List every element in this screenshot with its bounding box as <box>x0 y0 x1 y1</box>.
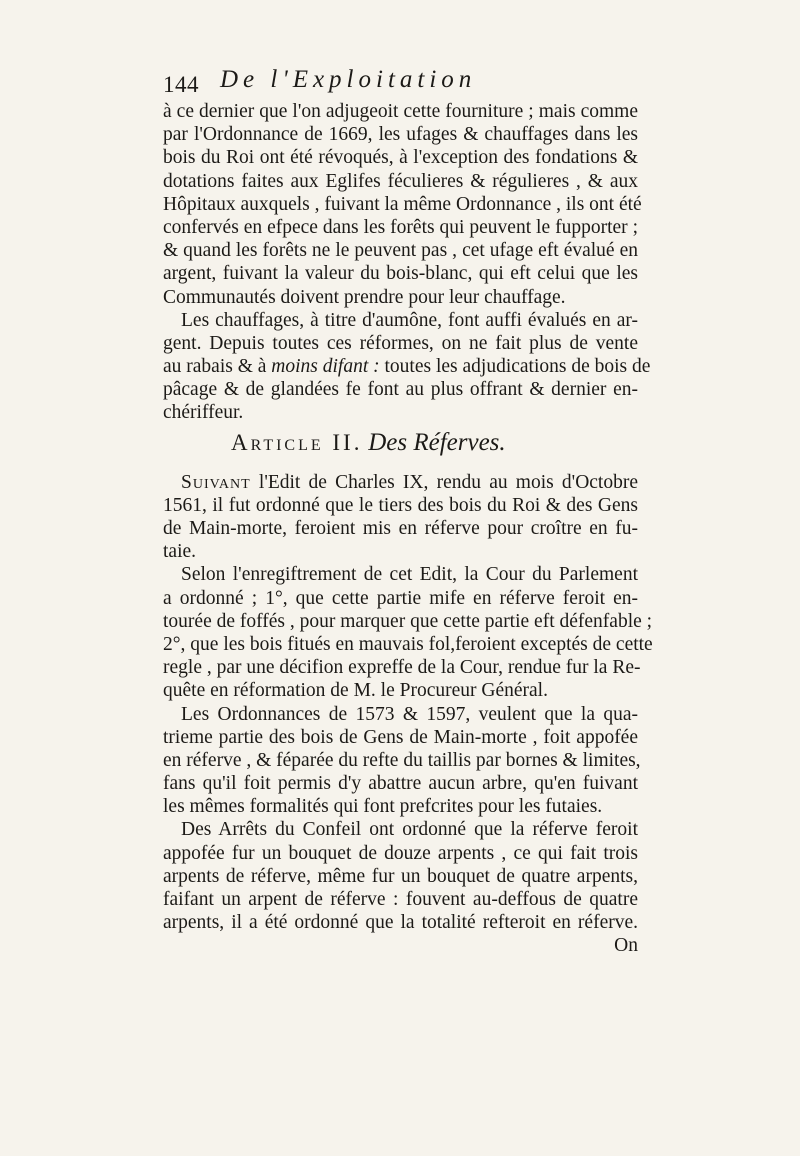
text-line: Les chauffages, à titre d'aumône, font auffi évalués en ar- <box>181 309 638 331</box>
text-line: par l'Ordonnance de 1669, les ufages & chauffages dans les <box>163 124 638 146</box>
text-line: & quand les forêts ne le peuvent pas , cet ufage eft évalué en <box>163 240 638 262</box>
text-line-mixed <box>163 355 651 378</box>
text-line: Des Arrêts du Confeil ont ordonné que la réferve feroit <box>181 819 638 841</box>
page-number: 144 <box>163 72 199 97</box>
text-line: trieme partie des bois de Gens de Main-morte , foit appofée <box>163 726 638 748</box>
text-line: Les Ordonnances de 1573 & 1597, veulent que la qua- <box>181 703 638 725</box>
text-line: quête en réformation de M. le Procureur Général. <box>163 680 548 702</box>
text-line: de Main-morte, feroient mis en réferve pour croître en fu- <box>163 518 638 539</box>
text-line: à ce dernier que l'on adjugeoit cette fourniture ; mais comme <box>163 101 638 122</box>
body-text <box>163 100 653 958</box>
text-span: au rabais & à <box>163 356 267 378</box>
text-line: bois du Roi ont été révoqués, à l'exception des fondations & <box>163 147 638 169</box>
paragraph <box>163 703 641 819</box>
text-line: gent. Depuis toutes ces réformes, on ne fait plus de vente <box>163 332 638 354</box>
text-line: dotations faites aux Eglifes féculieres & régulieres , & aux <box>163 170 638 192</box>
text-line: taie. <box>163 541 197 563</box>
page-header <box>163 66 643 100</box>
italic-phrase: moins difant : <box>271 356 380 378</box>
text-line: pâcage & de glandées fe font au plus offrant & dernier en- <box>163 379 638 401</box>
text-line: Hôpitaux auxquels , fuivant la même Ordonnance , ils ont été <box>163 193 642 215</box>
text-line: Communautés doivent prendre pour leur chauffage. <box>163 286 566 308</box>
text-span: toutes les adjudications de bois de <box>384 356 651 378</box>
text-line: les mêmes formalités qui font prefcrites pour les futaies. <box>163 796 603 818</box>
text-line: regle , par une décifion expreffe de la Cour, rendue fur la Re- <box>163 657 641 679</box>
text-line: arpents de réferve, même fur un bouquet de quatre arpents, <box>163 865 638 887</box>
text-line: confervés en efpece dans les forêts qui peuvent le fupporter ; <box>163 216 638 238</box>
text-line: appofée fur un bouquet de douze arpents , ce qui fait trois <box>163 842 638 864</box>
paragraph <box>163 471 638 564</box>
text-line: chériffeur. <box>163 402 244 424</box>
paragraph <box>163 100 642 309</box>
text-line: arpents, il a été ordonné que la totalité refteroit en réferve. <box>163 912 638 934</box>
paragraph <box>163 563 653 702</box>
text-line: tourée de foffés , pour marquer que cette partie eft défenfable ; <box>163 610 653 632</box>
text-line: en réferve , & féparée du refte du taillis par bornes & limites, <box>163 749 641 771</box>
text-line: a ordonné ; 1°, que cette partie mife en réferve feroit en- <box>163 587 638 609</box>
section-heading <box>163 429 638 457</box>
text-line: argent, fuivant la valeur du bois-blanc, qui eft celui que les <box>163 263 638 285</box>
paragraph <box>163 309 651 425</box>
text-line: 2°, que les bois fitués en mauvais fol,feroient exceptés de cette <box>163 633 653 655</box>
text-line: 1561, il fut ordonné que le tiers des bois du Roi & des Gens <box>163 494 638 516</box>
section-title: Des Réferves. <box>368 428 506 456</box>
paragraph <box>163 818 638 934</box>
text-line-mixed <box>163 471 638 494</box>
text-span: l'Edit de Charles IX, rendu au mois d'Octobre <box>258 471 639 493</box>
running-title: De l'Exploitation <box>220 66 477 93</box>
initial-word: Suivant <box>181 471 251 493</box>
text-line: fans qu'il foit permis d'y abattre aucun arbre, qu'en fuivant <box>163 773 638 795</box>
text-line: Selon l'enregiftrement de cet Edit, la Cour du Parlement <box>181 564 638 586</box>
text-line: faifant un arpent de réferve : fouvent au-deffous de quatre <box>163 889 638 910</box>
section-label: Article II. <box>231 429 363 455</box>
catchword: On <box>614 935 638 957</box>
